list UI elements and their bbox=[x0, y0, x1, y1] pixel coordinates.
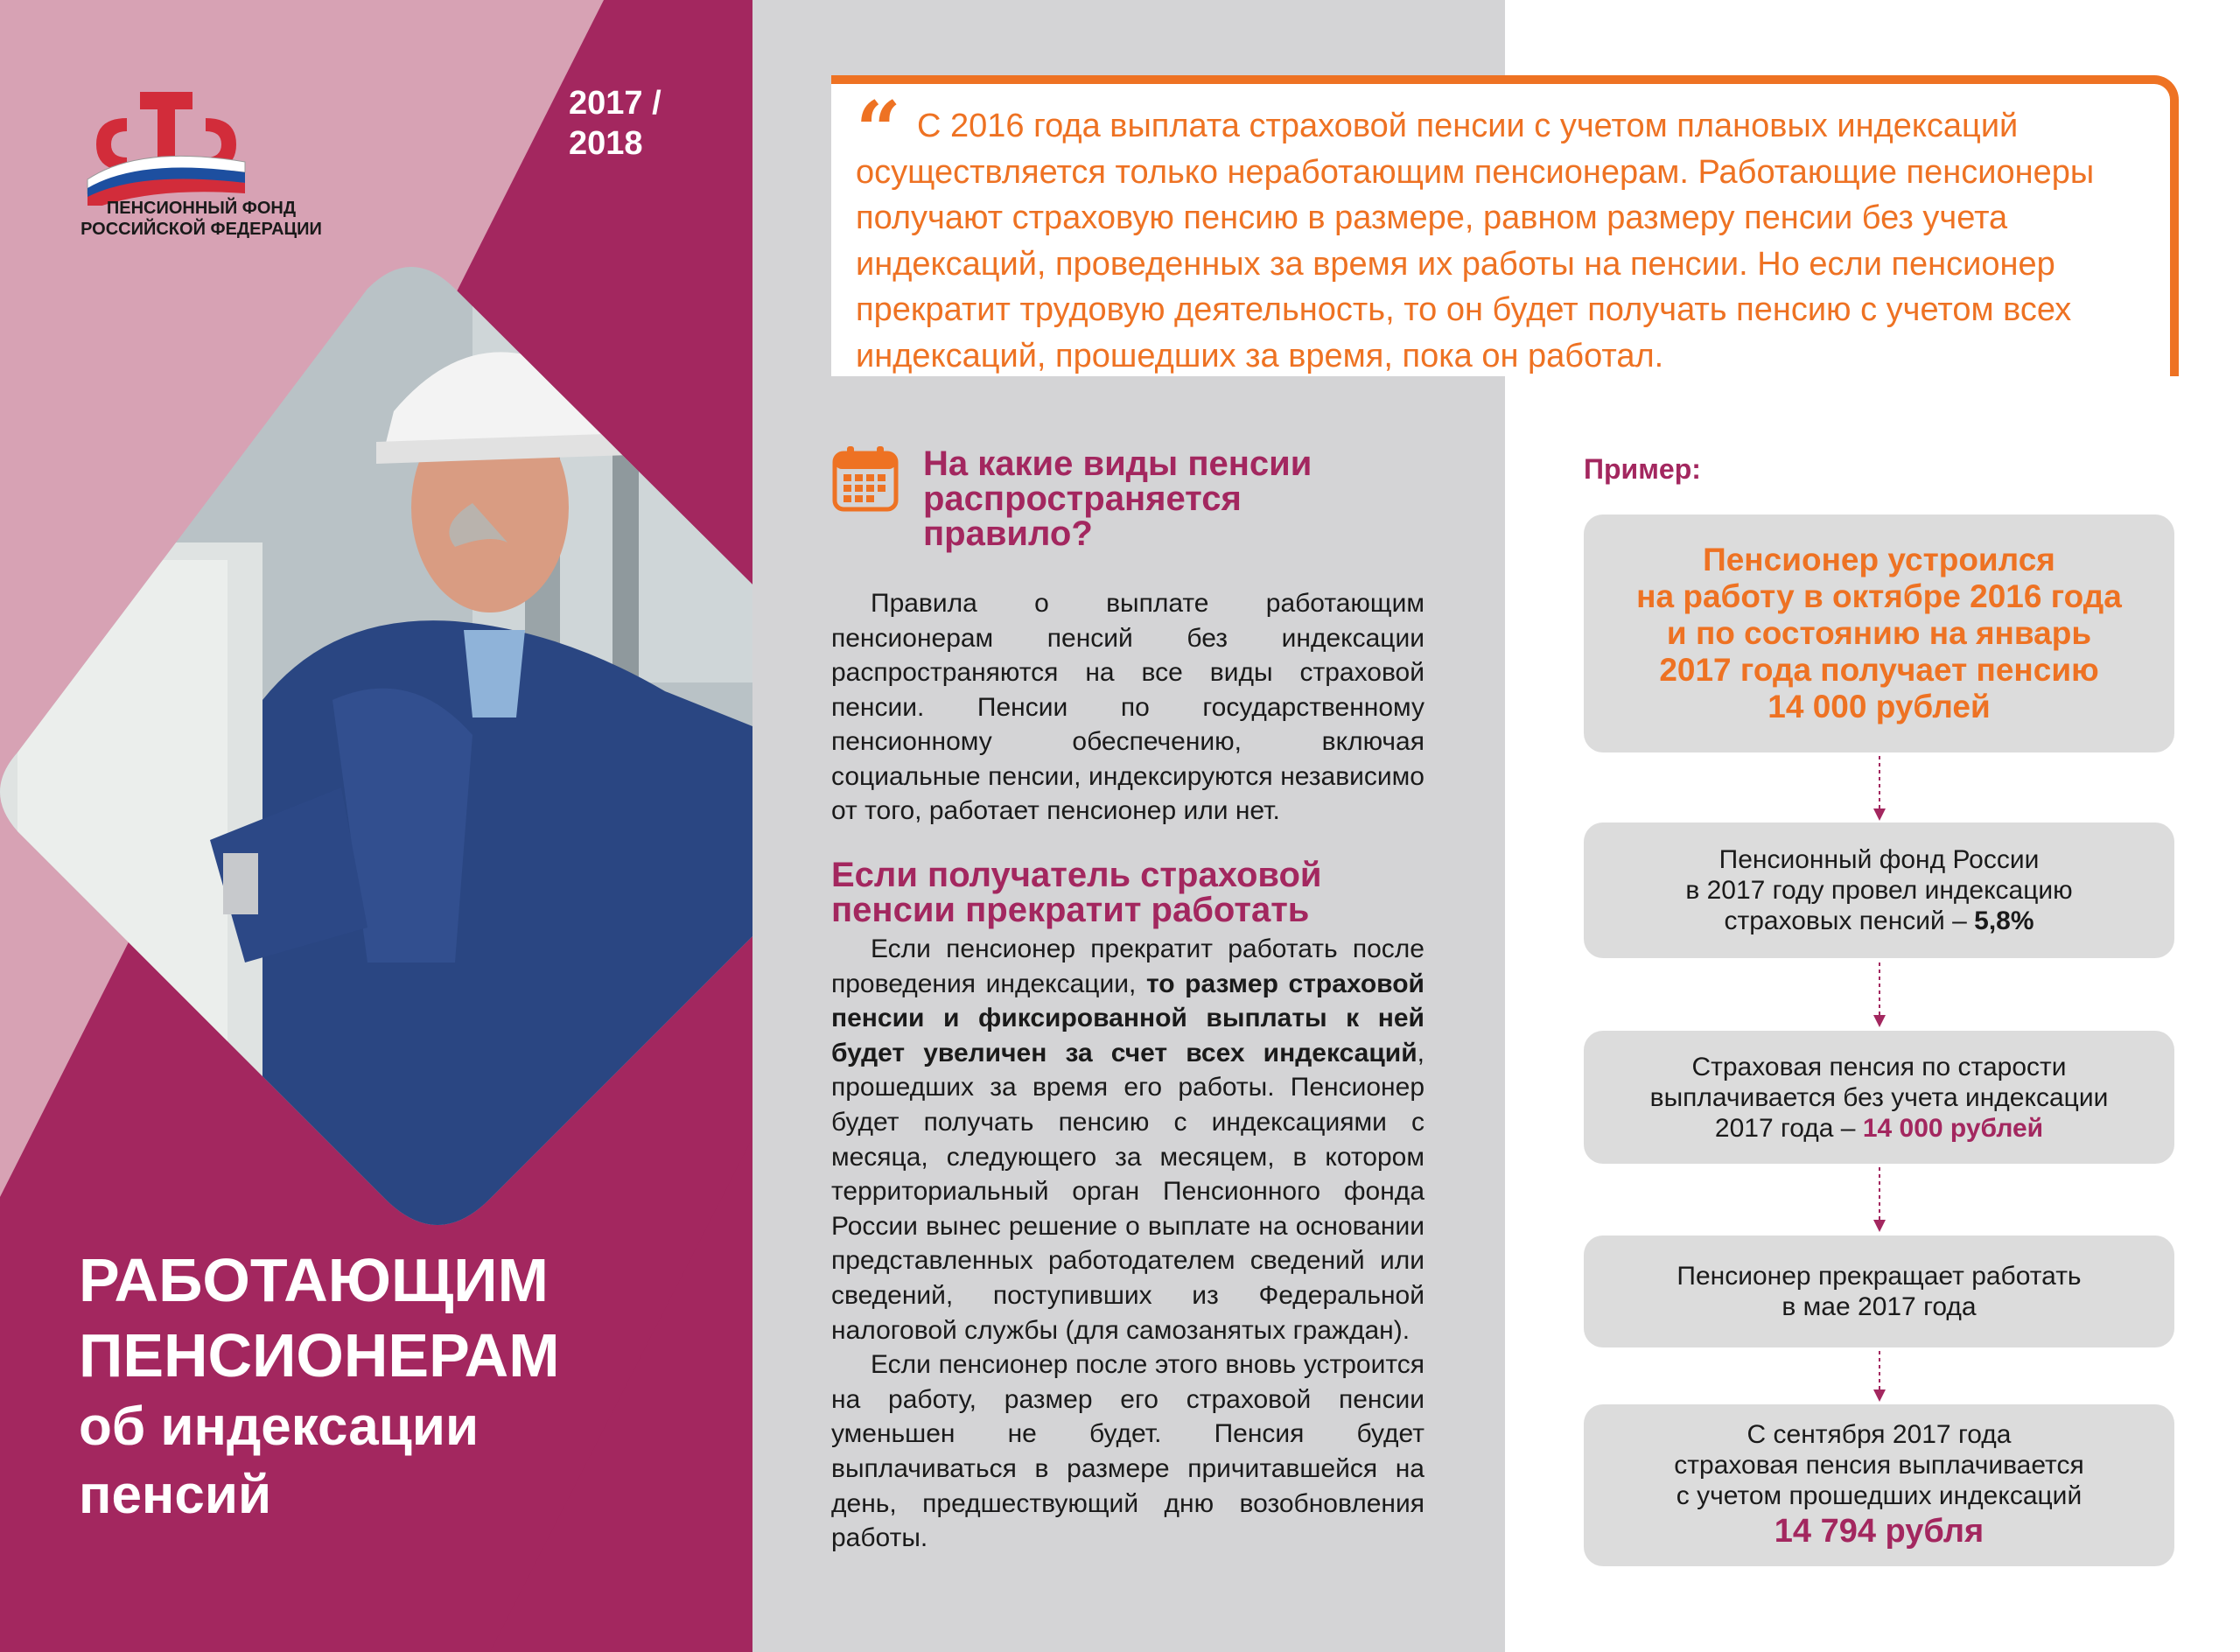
years-line2: 2018 bbox=[569, 125, 643, 162]
cover-title-line2: ПЕНСИОНЕРАМ bbox=[79, 1321, 560, 1390]
org-name bbox=[70, 198, 332, 240]
section2-body-bold: то размер страховой пенсии и фиксированной выплаты к ней будет увеличен за счет всех индексаций bbox=[831, 969, 1424, 1068]
arrow-down-icon bbox=[1871, 961, 1888, 1029]
step2-line1: Пенсионный фонд России bbox=[1718, 845, 2040, 874]
years-line1: 2017 / bbox=[569, 85, 662, 122]
quote-text: С 2016 года выплата страховой пенсии с учетом плановых индексаций осуществляется только неработающим пенсионерам. Работающие пенсионеры получают страховую пенсию в размере, равном размеру пенсии без учета индексаций, проведенных за время их работы на пенсии. Но если пенсионер прекратит трудовую деятельность, то он будет получать пенсию с учетом всех индексаций, прошедших за время, пока он работал. bbox=[856, 108, 2095, 374]
section2-body-b: , прошедших за время его работы. Пенсионер будет получать пенсию с индексациями с месяца, следующего за месяцем, в котором территориальный орган Пенсионного фонда России вынес решение о выплате на основании представленных работодателем сведений или сведений, поступивших из Федеральной налоговой службы (для самозанятых граждан). bbox=[831, 1038, 1424, 1345]
step3-line1: Страховая пенсия по старости bbox=[1691, 1052, 2067, 1082]
example-label: Пример: bbox=[1584, 453, 1701, 485]
example-step-4 bbox=[1584, 1236, 2174, 1348]
step4-line1: Пенсионер прекращает работать bbox=[1676, 1262, 2082, 1291]
cover-title bbox=[79, 1242, 709, 1530]
section2-body-a: Если пенсионер прекратит работать после проведения индексации, bbox=[831, 934, 1424, 998]
cover-title-line4: пенсий bbox=[79, 1465, 272, 1525]
arrow-down-icon bbox=[1871, 1166, 1888, 1234]
example-step-2 bbox=[1584, 822, 2174, 958]
years-label bbox=[569, 83, 662, 164]
org-name-line2: РОССИЙСКОЙ ФЕДЕРАЦИИ bbox=[80, 220, 322, 239]
org-name-line1: ПЕНСИОННЫЙ ФОНД bbox=[106, 199, 297, 218]
step1-line1: Пенсионер устроился bbox=[1703, 542, 2055, 578]
pfr-logo bbox=[79, 83, 254, 206]
section1-body bbox=[831, 586, 1424, 829]
section2-paragraph-2 bbox=[831, 1348, 1424, 1556]
example-step-5 bbox=[1584, 1404, 2174, 1566]
step5-line3: с учетом прошедших индексаций bbox=[1676, 1481, 2082, 1510]
step3-value: 14 000 рублей bbox=[1862, 1113, 2044, 1143]
section2-heading-line1: Если получатель страховой bbox=[831, 856, 1322, 894]
cover-title-line1: РАБОТАЮЩИМ bbox=[79, 1246, 549, 1314]
quote-mark-icon: “ bbox=[856, 84, 901, 177]
step2-line2: в 2017 году провел индексацию bbox=[1685, 876, 2073, 905]
step5-line1: С сентября 2017 года bbox=[1746, 1420, 2012, 1449]
step5-line2: страховая пенсия выплачивается bbox=[1674, 1451, 2084, 1480]
step3-line3: 2017 года – bbox=[1714, 1113, 1863, 1143]
section1-heading-line3: правило? bbox=[923, 514, 1093, 553]
step3-line2: выплачивается без учета индексации bbox=[1649, 1082, 2109, 1112]
step2-value: 5,8% bbox=[1974, 906, 2034, 935]
step5-value: 14 794 рубля bbox=[1774, 1513, 1984, 1550]
section1-heading-line2: распространяется bbox=[923, 480, 1242, 518]
example-step-3 bbox=[1584, 1031, 2174, 1164]
section1-heading-line1: На какие виды пенсии bbox=[923, 444, 1312, 483]
step3-line3-wrap bbox=[1650, 1113, 2109, 1144]
step2-line3-wrap bbox=[1685, 906, 2072, 936]
step1-line3: и по состоянию на январь bbox=[1666, 615, 2092, 651]
step1-line5: 14 000 рублей bbox=[1768, 689, 1991, 724]
step1-line2: на работу в октябре 2016 года bbox=[1636, 578, 2122, 614]
calendar-icon bbox=[831, 444, 900, 513]
section2-heading bbox=[831, 858, 1444, 928]
step2-line3: страховых пенсий – bbox=[1724, 906, 1975, 935]
arrow-down-icon bbox=[1871, 1349, 1888, 1404]
cover-title-line3: об индексации bbox=[79, 1396, 480, 1457]
section2-heading-line2: пенсии прекратит работать bbox=[831, 891, 1310, 929]
example-step-1 bbox=[1584, 514, 2174, 752]
step1-line4: 2017 года получает пенсию bbox=[1659, 652, 2099, 688]
arrow-down-icon bbox=[1871, 754, 1888, 822]
section2-paragraph-1 bbox=[831, 932, 1424, 1348]
section2-body bbox=[831, 932, 1424, 1556]
section2-body-c: Если пенсионер после этого вновь устроится на работу, размер его страховой пенсии уменьшен не будет. Пенсия будет выплачиваться в размере причитавшейся на день, предшествующий дню возобновления работы. bbox=[831, 1350, 1424, 1553]
section1-heading bbox=[923, 446, 1413, 551]
section1-body-text: Правила о выплате работающим пенсионерам пенсий без индексации распространяются на все виды страховой пенсии. Пенсии по государственному пенсионному обеспечению, включая социальные пенсии, индексируются независимо от того, работает пенсионер или нет. bbox=[831, 589, 1424, 825]
step4-line2: в мае 2017 года bbox=[1782, 1292, 1977, 1321]
